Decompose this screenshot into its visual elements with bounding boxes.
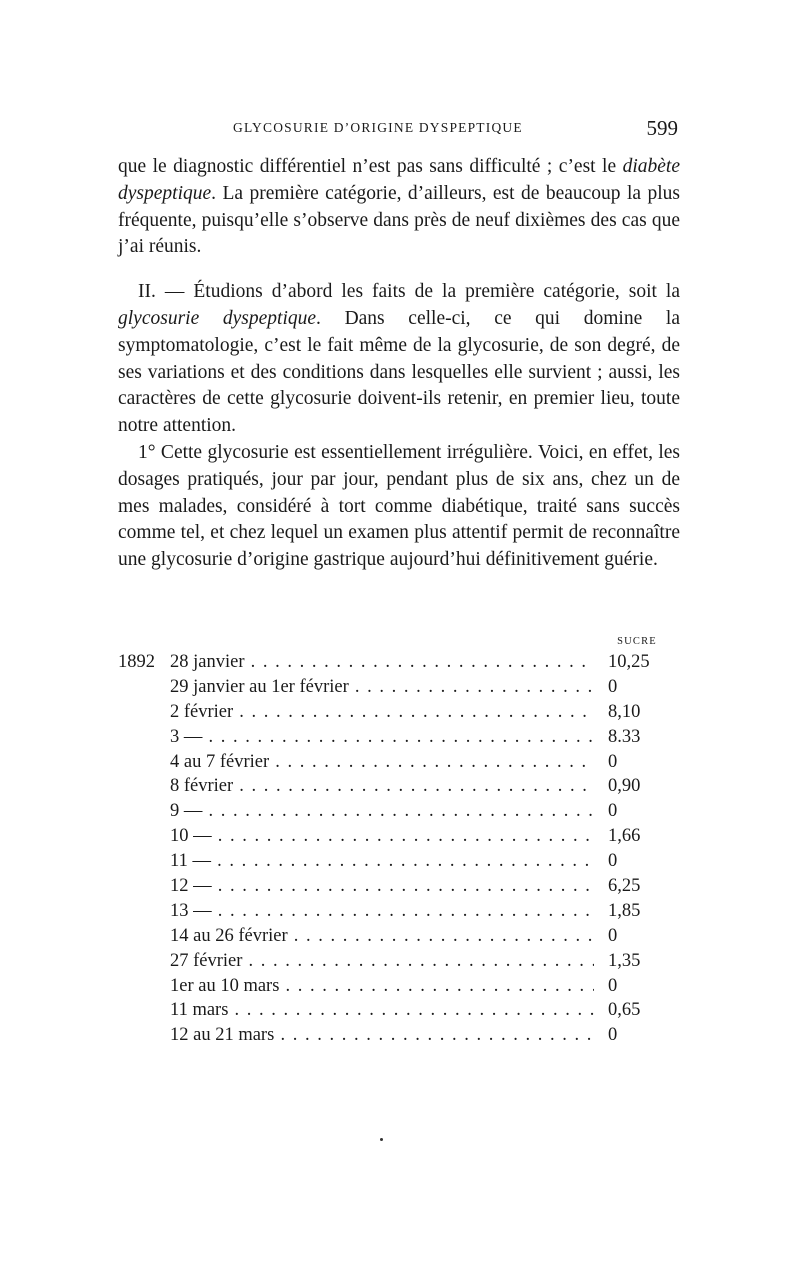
- row-value: 0: [608, 676, 618, 697]
- row-date: 12 au 21 mars . . .: [170, 1025, 594, 1046]
- page-header: [118, 116, 680, 146]
- row-value: 0: [608, 975, 618, 996]
- stray-dot: [380, 1138, 383, 1141]
- table-row: [118, 1025, 678, 1050]
- row-value: 0: [608, 1025, 618, 1046]
- row-date: 11 — . . .: [170, 851, 594, 872]
- table-row: [118, 976, 678, 1001]
- row-date: 27 février . . .: [170, 951, 594, 972]
- row-date: 10 — . . .: [170, 826, 594, 847]
- body-text: [118, 154, 680, 574]
- paragraph-1-text: que le diagnostic différentiel n’est pas sans difficulté ; c’est le: [118, 156, 623, 177]
- row-value: 6,25: [608, 876, 641, 897]
- table-row: [118, 951, 678, 976]
- row-date: 3 — . . .: [170, 727, 594, 748]
- row-date: 4 au 7 février . . .: [170, 752, 594, 773]
- row-value: 10,25: [608, 652, 650, 672]
- row-value: 0: [608, 751, 618, 772]
- table-row: [118, 826, 678, 851]
- table-row: [118, 677, 678, 702]
- row-value: 1,35: [608, 950, 641, 971]
- paragraph-3: 1° Cette glycosurie est essentiellement irrégulière. Voici, en effet, les dosages pratiqués, jour par jour, pendant plus de six ans, chez un de mes malades, considéré à tort comme diabétique, traité sans succès comme tel, et chez lequel un examen plus attentif permit de reconnaître une glycosurie d’origine gastrique aujourd’hui définitivement guérie.: [118, 441, 680, 571]
- page-number: 599: [646, 116, 678, 140]
- table-row: [118, 851, 678, 876]
- table-row: [118, 1000, 678, 1025]
- table-row: [118, 752, 678, 777]
- row-value: 0: [608, 851, 618, 872]
- table-row: [118, 876, 678, 901]
- running-title: GLYCOSURIE D’ORIGINE DYSPEPTIQUE: [233, 120, 523, 135]
- paragraph-2: [118, 279, 680, 440]
- row-value: 8,10: [608, 701, 641, 722]
- row-date: 29 janvier au 1er février . . .: [170, 677, 594, 698]
- row-date: 1er au 10 mars . . .: [170, 976, 594, 997]
- row-value: 0,65: [608, 1000, 641, 1021]
- row-date: 9 — . . .: [170, 801, 594, 822]
- column-header-sucre: SUCRE: [617, 636, 657, 647]
- row-value: 1,66: [608, 826, 641, 847]
- row-date: 14 au 26 février . . .: [170, 926, 594, 947]
- table-rows: [118, 652, 678, 1050]
- paragraph-2-italic: glycosurie dyspeptique: [118, 307, 317, 329]
- table-row: [118, 652, 678, 677]
- row-value: 0: [608, 801, 618, 822]
- paragraph-1-italic: diabète dyspeptique: [118, 156, 680, 204]
- row-date: 8 février . . .: [170, 776, 594, 797]
- row-date: 11 mars . . .: [170, 1000, 594, 1021]
- row-date: 28 janvier . . .: [170, 652, 594, 673]
- row-date: 12 — . . .: [170, 876, 594, 897]
- paragraph-2-text-end: . Dans celle-ci, ce qui domine la symptomatologie, c’est le fait même de la glycosurie, de son degré, de ses variations et des conditions dans lesquelles elle survient ; aussi, les caractères de cette glycosurie doivent-ils retenir, en premier lieu, toute notre attention.: [118, 307, 680, 437]
- table-row: [118, 926, 678, 951]
- paragraph-1: [118, 154, 680, 261]
- row-year: 1892: [118, 652, 155, 672]
- row-value: 8.33: [608, 726, 641, 747]
- row-value: 0,90: [608, 776, 641, 797]
- row-date: 13 — . . .: [170, 901, 594, 922]
- table-row: [118, 901, 678, 926]
- row-value: 1,85: [608, 900, 641, 921]
- table-row: [118, 776, 678, 801]
- table-row: [118, 801, 678, 826]
- row-value: 0: [608, 925, 618, 946]
- table-row: [118, 727, 678, 752]
- row-date: 2 février . . .: [170, 702, 594, 723]
- paragraph-2-text: II. — Étudions d’abord les faits de la première catégorie, soit la: [138, 281, 680, 303]
- paragraph-1-text-end: . La première catégorie, d’ailleurs, est de beaucoup la plus fréquente, puisqu’elle s’observe dans près de neuf dixièmes des cas que j’ai réunis.: [118, 182, 680, 258]
- table-row: [118, 702, 678, 727]
